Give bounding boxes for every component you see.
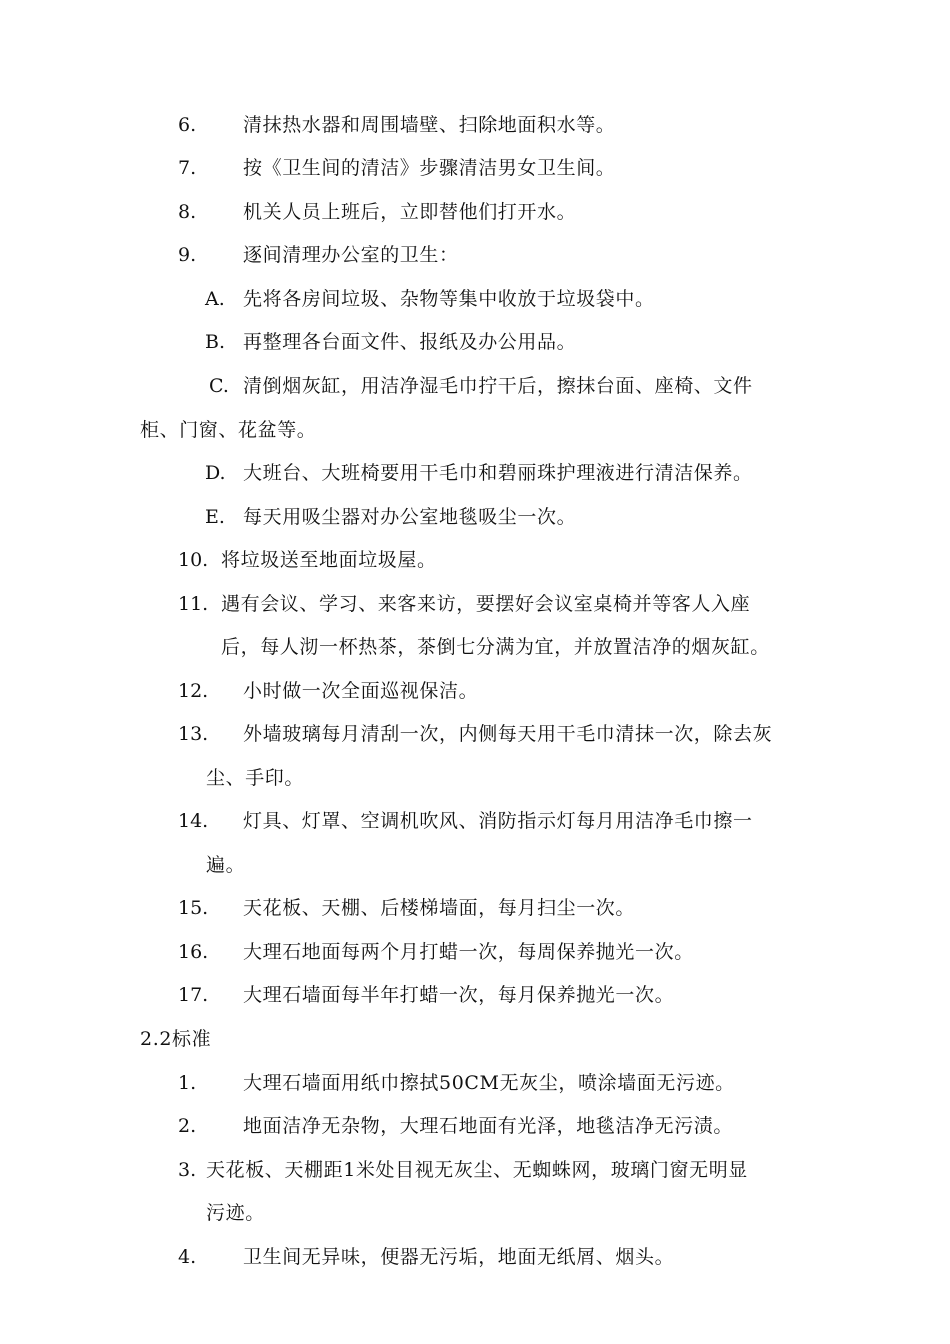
item-text: 外墙玻璃每月清刮一次，内侧每天用干毛巾清抹一次，除去灰 <box>243 723 773 745</box>
item-number: 6. <box>178 114 197 136</box>
item-text: 小时做一次全面巡视保洁。 <box>243 680 479 702</box>
item-number: 11. <box>178 593 209 615</box>
item-text: 按《卫生间的清洁》步骤清洁男女卫生间。 <box>243 157 616 179</box>
item-text: 大理石墙面每半年打蜡一次，每月保养抛光一次。 <box>243 984 675 1006</box>
item-number: 12. <box>178 680 209 702</box>
item-text: 清抹热水器和周围墙壁、扫除地面积水等。 <box>243 114 616 136</box>
item-number: 8. <box>178 201 197 223</box>
item-number: 7. <box>178 157 197 179</box>
item-text: 将垃圾送至地面垃圾屋。 <box>221 549 437 571</box>
item-number: 4. <box>178 1246 197 1268</box>
item-number: 17. <box>178 984 209 1006</box>
item-text: 大班台、大班椅要用干毛巾和碧丽珠护理液进行清洁保养。 <box>243 462 753 484</box>
item-text-continued: 后，每人沏一杯热茶，茶倒七分满为宜，并放置洁净的烟灰缸。 <box>221 636 770 658</box>
item-text: 清倒烟灰缸，用洁净湿毛巾拧干后，擦抹台面、座椅、文件 <box>243 375 753 397</box>
item-number: 2. <box>178 1115 197 1137</box>
item-text: 大理石地面每两个月打蜡一次，每周保养抛光一次。 <box>243 941 694 963</box>
item-text: 卫生间无异味，便器无污垢，地面无纸屑、烟头。 <box>243 1246 675 1268</box>
item-text-continued: 尘、手印。 <box>206 767 305 789</box>
section-heading-text: 2.2标准 <box>140 1028 212 1050</box>
item-number: 13. <box>178 723 209 745</box>
item-number: 1. <box>178 1072 197 1094</box>
item-letter: B. <box>205 331 226 353</box>
item-text: 逐间清理办公室的卫生： <box>243 244 459 266</box>
item-number: 10. <box>178 549 209 571</box>
item-text-continued: 柜、门窗、花盆等。 <box>140 419 317 441</box>
item-letter: D. <box>205 462 226 484</box>
item-number: 15. <box>178 897 209 919</box>
item-text: 机关人员上班后，立即替他们打开水。 <box>243 201 577 223</box>
item-letter: A. <box>205 288 225 310</box>
item-text: 地面洁净无杂物，大理石地面有光泽，地毯洁净无污渍。 <box>243 1115 734 1137</box>
item-text: 天花板、天棚距1米处目视无灰尘、无蜘蛛网，玻璃门窗无明显 <box>206 1159 748 1181</box>
item-text: 天花板、天棚、后楼梯墙面，每月扫尘一次。 <box>243 897 636 919</box>
item-text: 遇有会议、学习、来客来访，要摆好会议室桌椅并等客人入座 <box>221 593 751 615</box>
item-text: 大理石墙面用纸巾擦拭50CM无灰尘，喷涂墙面无污迹。 <box>243 1072 735 1094</box>
item-text: 灯具、灯罩、空调机吹风、消防指示灯每月用洁净毛巾擦一 <box>243 810 753 832</box>
item-number: 3. <box>178 1159 197 1181</box>
item-number: 16. <box>178 941 209 963</box>
item-number: 9. <box>178 244 197 266</box>
item-text-continued: 遍。 <box>206 854 246 876</box>
item-text: 每天用吸尘器对办公室地毯吸尘一次。 <box>243 506 577 528</box>
item-text: 再整理各台面文件、报纸及办公用品。 <box>243 331 577 353</box>
item-letter: C. <box>209 375 229 397</box>
item-text-continued: 污迹。 <box>206 1202 265 1224</box>
item-letter: E. <box>205 506 225 528</box>
item-number: 14. <box>178 810 209 832</box>
item-text: 先将各房间垃圾、杂物等集中收放于垃圾袋中。 <box>243 288 655 310</box>
